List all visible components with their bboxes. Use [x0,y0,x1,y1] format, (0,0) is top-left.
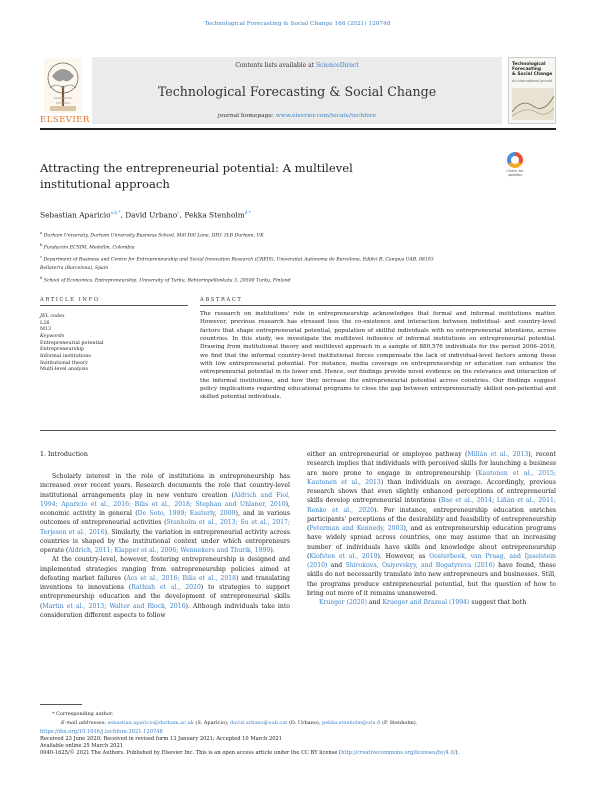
crossmark-badge[interactable] [503,152,527,182]
citation-link[interactable]: Martin et al., 2013; Walter and Block, 2016 [42,602,186,610]
keyword: Institutional theory [40,359,88,366]
footnote-rule [40,704,82,705]
article-info-heading: ARTICLE INFO [40,297,100,303]
affiliation-text: Department of Business and Centre for Entrepreneurship and Social Innovation Research (CREIS), Universitat Autònoma de Barcelona, Edifici B, Campus UAB, 08193 [43,257,434,263]
author-name: Pekka Stenholm [184,210,245,220]
citation-link[interactable]: Kautonen et al., 2015; Kautonen et al., 2013 [307,469,556,486]
keyword: Entrepreneurial potential [40,339,104,346]
citation-link[interactable]: Krueger (2020) [319,599,367,606]
license-link[interactable]: http://creativecommons.org/licenses/by/4.0/ [341,749,456,756]
keyword: Entrepreneurship [40,346,85,353]
elsevier-tree-icon [44,58,82,113]
email-owner: (P. Stenholm). [380,719,418,726]
abstract-rule [200,305,556,306]
license-text: 0040-1625/© 2021 The Authors. Published by Elsevier Inc. This is an open access article under the CC BY license ( [40,749,342,756]
publisher-name: ELSEVIER [40,115,90,125]
citation-link[interactable]: Klofsten et al., 2019 [309,552,378,560]
email-link[interactable]: david.urbano@uab.cat [230,719,288,726]
paragraph [307,450,556,598]
paragraph [40,472,290,555]
citation-link[interactable]: Acs et al., 2016; Bilis et al., 2018 [126,574,237,582]
body-column-left [40,472,290,620]
homepage-link[interactable]: www.elsevier.com/locate/techfore [275,113,377,119]
sciencedirect-link[interactable]: ScienceDirect [316,62,359,69]
contents-line [92,62,502,69]
contents-prefix: Contents lists available at [235,62,317,69]
jel-code: M13 [40,326,52,333]
paragraph-text: ), recent research implies that individuals with perceived skills for launching a business are more prone to engage in entrepreneurship ( [307,451,556,477]
keywords-label: Keywords [40,332,65,339]
author-affiliation-marker[interactable]: c [177,210,180,215]
jel-code: L26 [40,319,50,326]
paragraph-text: ) and translating inventions to innovations ( [40,574,290,591]
publication-info [40,729,556,757]
body-column-right [307,450,556,607]
paragraph-text: ), economic activity in general ( [40,500,290,517]
citation-link[interactable]: Aldrich and Fiol, 1994; Aparicio et al., 2016; Bilis et al., 2018; Stephan and Uhlaner, 2010 [40,491,290,508]
homepage-line [92,113,502,119]
paragraph-text: ). Although individuals take into consideration different aspects to follow [40,602,290,619]
keyword: Multi-level analysis [40,366,89,373]
affiliation [40,265,540,274]
author-name: Sebastian Aparicio [40,210,111,220]
citation-link[interactable]: Krueger and Brazeal (1994) [382,599,470,606]
affiliation-marker: a [40,231,43,235]
abstract-heading: ABSTRACT [200,297,243,303]
footnotes [40,710,556,727]
cover-line: Technological [512,62,546,67]
email-label: E-mail addresses: [61,719,108,726]
citation-link[interactable]: Stenholm et al., 2013; Su et al., 2017; Terjesen et al., 2016 [40,519,290,536]
cover-line: An International Journal [512,79,552,83]
received-dates: Received 23 June 2020; Received in revised form 13 January 2021; Accepted 10 March 2021 [40,735,283,742]
affiliation-text: Fundación ECSIM, Medellín, Colombia [43,245,135,251]
paragraph-text: either an entrepreneurial or employee pathway ( [307,451,468,458]
citation-link[interactable]: De Soto, 1989; Easterly, 2009 [137,510,236,517]
paragraph-text: ). However, as [377,552,430,560]
homepage-prefix: journal homepage: [217,113,276,119]
email-link[interactable]: pekka.stenholm@utu.fi [322,719,381,726]
online-date: Available online 25 March 2021 [40,742,123,749]
citation-link[interactable]: Shirokova, Osiyevskyy, and Bogatyreva (2016) [345,562,495,569]
crossmark-label: Check for updates [506,169,524,178]
title-line: Attracting the entrepreneurial potential: A multilevel [40,161,353,175]
section-heading-introduction: 1. Introduction [40,451,88,458]
jel-label: JEL codes [40,313,65,319]
paragraph-text: ), and as entrepreneurship education programs have widely spread across countries, one may assume that an increasing number of individuals have skills and knowledge about entrepreneurship ( [307,525,556,560]
email-owner: (D. Urbano), [287,719,323,726]
affiliation-text: Durham University, Durham University Business School, Mill Hill Lane, DH1 3LB Durham, UK [43,233,264,239]
title-line: institutional approach [40,177,170,191]
author-name: David Urbano [125,210,178,220]
affiliation-list [40,229,540,286]
citation-link[interactable]: Bae et al., 2014; Liñán et al., 2011; Renko et al., 2020 [307,497,556,514]
journal-cover-image[interactable] [508,57,556,124]
affiliation [40,274,540,286]
citation-link[interactable]: Millán et al., 2013 [467,451,529,458]
cover-line: & Social Change [512,72,553,77]
author-affiliation-marker[interactable]: d,* [244,210,251,215]
crossmark-inner [511,156,519,164]
affiliation-text: Bellaterra (Barcelona), Spain [40,266,109,272]
affiliation [40,253,540,265]
paragraph-text: At the country-level, however, fostering entrepreneurship is designed and implemented strategies ranging from entrepreneurship policies aimed at defeating market failures ( [40,556,290,582]
abstract-text: The research on institutions' role in entrepreneurship acknowledges that formal and informal institutions matter. However, previous research has stressed less the co-existence and interaction between individual- and country-level factors that shape entrepreneurial potential, population of skillful individuals with no entrepreneurial intentions, across countries. In this study, we investigate the multilevel influence of informal institutions on entrepreneurial potential. Drawing from institutional theory and multilevel approach in a sample of 880,576 individuals for the period 2006–2016, we find that the informal country-level institutional forces compensate the lack of individual-level factors among those with low entrepreneurial potential. For instance, media coverage on entrepreneurship or education can enhance the entrepreneurial potential in its lower end. Hence, our findings provide novel evidence on the relevance and interaction of the informal institutions, and how they increase the entrepreneurial potential across countries. Our findings suggest policy implications regarding educational programs to close the gap between entrepreneurially skilled non-potential and skilled potential individuals. [200,311,556,401]
paragraph-text: ) than individuals on average. Accordingly, previous research shows that even slightly enhanced perceptions of entrepreneurial skills develop entrepreneurial intentions ( [307,478,556,505]
paragraph [307,598,556,607]
journal-reference[interactable]: Technological Forecasting & Social Change 168 (2021) 120748 [204,21,391,27]
author-list: Sebastian Aparicio$^{a,b,*}$, David Urbano$^c$, Pekka Stenholm$^{d,*}$ [40,210,251,220]
paragraph-text: Scholarly interest in the role of institutions in entrepreneurship has increased over recent years. Research documents the role that country-level institutional arrangements play in new venture creation ( [40,473,290,499]
paragraph-text: ), and in various outcomes of entrepreneurial activities ( [40,510,290,527]
keywords-block [40,313,188,373]
citation-link[interactable]: Aldrich, 2011; Klapper et al., 2006; Wennekers and Thurik, 1999 [68,547,271,554]
keyword: Informal institutions [40,352,91,359]
article-info-rule [40,305,188,306]
citation-link[interactable]: Rathish et al., 2020 [131,584,201,591]
cover-artwork-icon [512,88,554,120]
affiliation-marker: d [40,275,43,280]
affiliation-marker: b [40,243,43,248]
journal-title: Technological Forecasting & Social Change [157,84,437,99]
paragraph-text: ). For instance, entrepreneurship education enriches participants' perceptions of the desirability and feasibility of entrepreneurship ( [307,506,556,532]
elsevier-logo [40,56,90,132]
paragraph [40,555,290,620]
paragraph-text: ) to strategies to support entrepreneurship education and the development of entrepreneurial skills ( [40,584,290,610]
paragraph-text: have found, these skills do not necessarily translate into new entrepreneurs and businesses. Still, the programs produce entrepreneurial potential, but the question of how to bring out more of it remains unanswered. [307,562,557,597]
header-rule [40,128,556,130]
paragraph-text: ). Similarly, the variation in entrepreneurial activity across countries is shaped by the institutional context under which entrepreneurs operate ( [40,528,290,554]
article-title [40,160,480,192]
cover-line: Forecasting [512,67,542,72]
citation-link[interactable]: Oosterbeek, van Praag, and Ijsselstein (2010) [307,552,557,569]
author-affiliation-marker[interactable]: a,b,* [110,210,121,215]
license-line [40,750,556,757]
affiliation-marker: c [40,255,42,260]
paragraph-text: ). [270,547,275,554]
paragraph-text: and [366,599,383,606]
email-line [40,719,556,728]
affiliation [40,229,540,241]
paragraph-text: and [327,562,346,569]
abstract-bottom-rule [40,430,556,431]
affiliation [40,241,540,253]
paragraph-text: suggest that both [469,599,527,606]
affiliation-text: School of Economics, Entrepreneurship, University of Turku, Rehtorinpellonkatu 3, 20500 Turku, Finland [43,278,291,284]
doi-link[interactable]: https://doi.org/10.1016/j.techfore.2021.120748 [40,729,163,735]
license-suffix: ). [455,749,460,756]
citation-link[interactable]: Peterman and Kennedy, 2003 [309,525,404,532]
email-link[interactable]: sebastian.aparicio@durham.ac.uk [107,719,194,726]
email-owner: (S. Aparicio), [193,719,231,726]
corresponding-author-note: * Corresponding author. [52,711,114,717]
